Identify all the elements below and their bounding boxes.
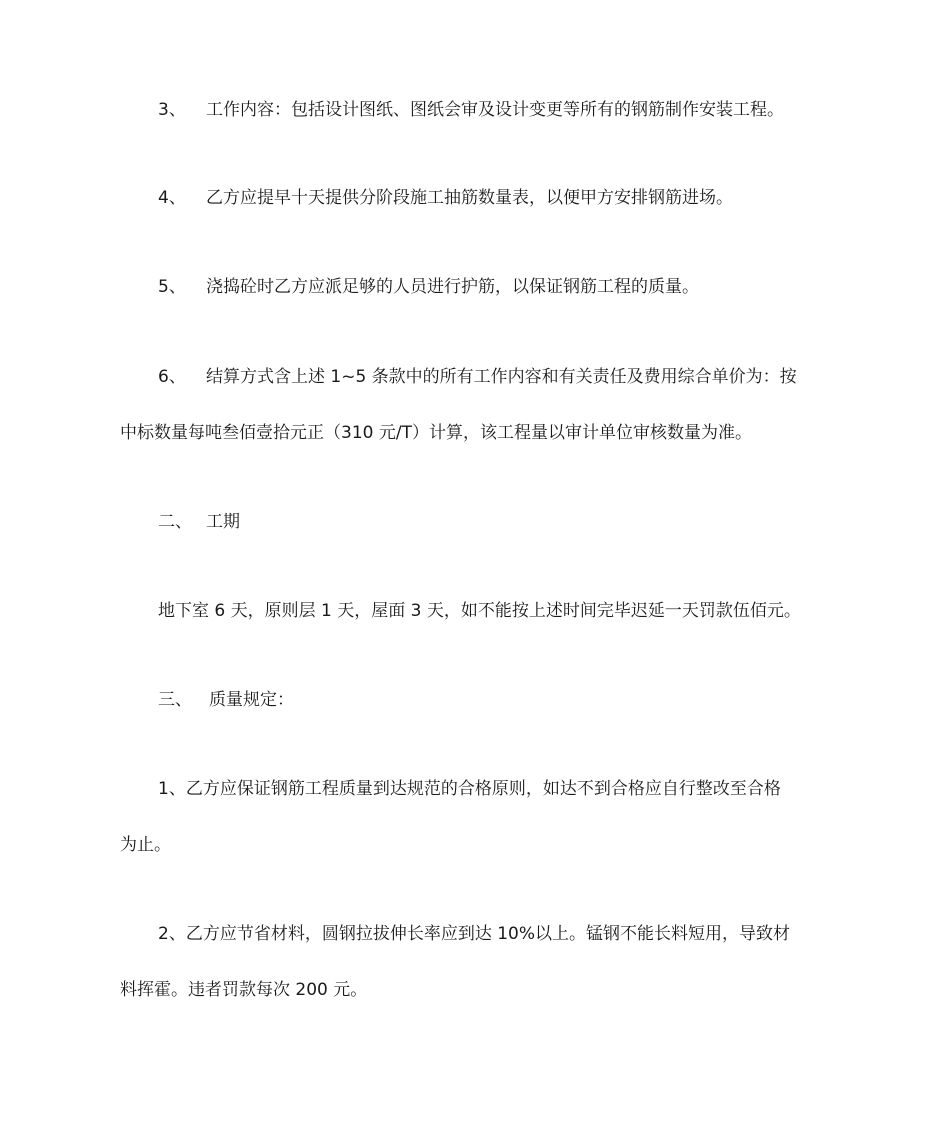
item-text: 工作内容：包括设计图纸、图纸会审及设计变更等所有的钢筋制作安装工程。	[206, 100, 784, 120]
item-number: 6、	[158, 367, 186, 387]
item-text-continuation: 中标数量每吨叁佰壹拾元正（310 元/T）计算，该工程量以审计单位审核数量为准。	[120, 423, 752, 443]
item-number: 5、	[158, 277, 186, 297]
item-number: 4、	[158, 188, 186, 208]
item-text: 乙方应提早十天提供分阶段施工抽筋数量表，以便甲方安排钢筋进场。	[206, 188, 733, 208]
quality-item-text: 2、乙方应节省材料，圆钢拉拔伸长率应到达 10%以上。锰钢不能长料短用，导致材	[158, 924, 791, 944]
item-number: 3、	[158, 100, 186, 120]
section-heading: 工期	[206, 512, 240, 532]
quality-item-text: 1、乙方应保证钢筋工程质量到达规范的合格原则，如达不到合格应自行整改至合格	[158, 779, 781, 799]
schedule-paragraph: 地下室 6 天，原则层 1 天，屋面 3 天，如不能按上述时间完毕迟延一天罚款伍佰元。	[158, 601, 801, 621]
quality-item-continuation: 料挥霍。违者罚款每次 200 元。	[120, 980, 368, 1000]
section-heading: 质量规定：	[209, 690, 294, 710]
quality-item-continuation: 为止。	[120, 835, 171, 855]
section-number: 二、	[158, 512, 192, 532]
item-text: 浇捣砼时乙方应派足够的人员进行护筋，以保证钢筋工程的质量。	[206, 277, 699, 297]
section-number: 三、	[158, 690, 192, 710]
item-text: 结算方式含上述 1~5 条款中的所有工作内容和有关责任及费用综合单价为：按	[206, 367, 797, 387]
